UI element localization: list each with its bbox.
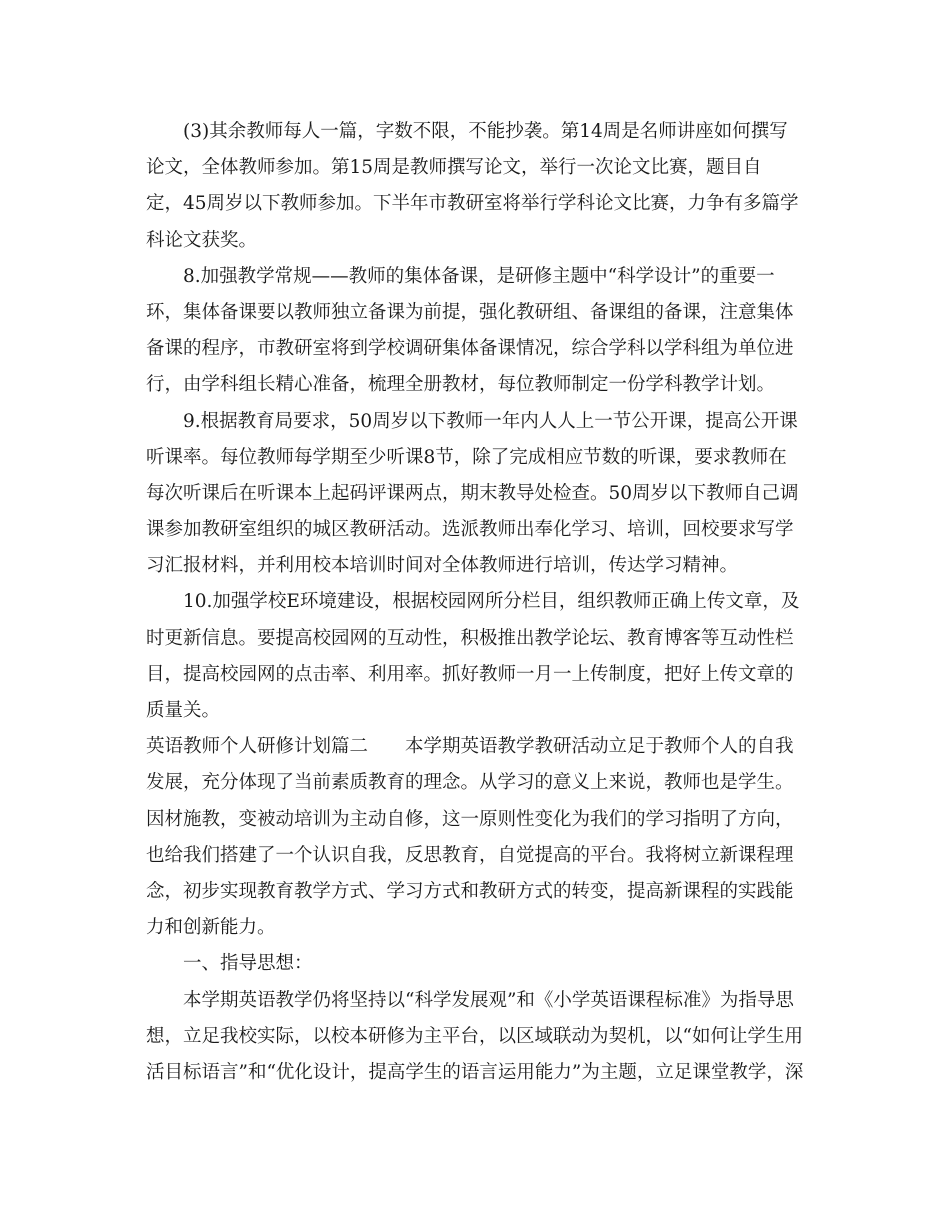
paragraph-plan-2-intro xyxy=(146,729,806,946)
text-line: 行，由学科组长精心准备，梳理全册教材，每位教师制定一份学科教学计划。 xyxy=(146,374,776,396)
text-line: (3)其余教师每人一篇，字数不限，不能抄袭。第14周是名师讲座如何撰写 xyxy=(146,121,788,142)
text-line: 每次听课后在听课本上起码评课两点，期末教导处检查。50周岁以下教师自己调 xyxy=(146,482,799,504)
text-line: 力和创新能力。 xyxy=(146,917,276,939)
text-line: 时更新信息。要提高校园网的互动性，积极推出教学论坛、教育博客等互动性栏 xyxy=(146,627,794,649)
text-line: 活目标语言”和“优化设计，提高学生的语言运用能力”为主题，立足课堂教学，深 xyxy=(146,1061,804,1083)
text-line: 听课率。每位教师每学期至少听课8节，除了完成相应节数的听课，要求教师在 xyxy=(146,446,787,468)
text-line: 8.加强教学常规——教师的集体备课，是研修主题中“科学设计”的重要一 xyxy=(146,265,775,287)
text-line: 定，45周岁以下教师参加。下半年市教研室将举行学科论文比赛，力争有多篇学 xyxy=(146,193,799,215)
text-line: 想，立足我校实际，以校本研修为主平台，以区域联动为契机，以“如何让学生用 xyxy=(146,1025,803,1047)
text-line: 也给我们搭建了一个认识自我，反思教育，自觉提高的平台。我将树立新课程理 xyxy=(146,844,794,866)
text-line: 习汇报材料，并利用校本培训时间对全体教师进行培训，传达学习精神。 xyxy=(146,555,739,577)
paragraph-item-10 xyxy=(146,584,806,729)
text-line: 课参加教研室组织的城区教研活动。选派教师出奉化学习、培训，回校要求写学 xyxy=(146,519,794,541)
text-line: 9.根据教育局要求，50周岁以下教师一年内人人上一节公开课，提高公开课 xyxy=(146,410,798,432)
paragraph-item-9 xyxy=(146,404,806,585)
paragraph-essay-requirement xyxy=(146,114,806,259)
text-line: 念，初步实现教育教学方式、学习方式和教研方式的转变，提高新课程的实践能 xyxy=(146,880,794,902)
text-line: 科论文获奖。 xyxy=(146,229,258,251)
text-line: 英语教师个人研修计划篇二 本学期英语教学教研活动立足于教师个人的自我 xyxy=(146,736,794,758)
text-line: 本学期英语教学仍将坚持以“科学发展观”和《小学英语课程标准》为指导思 xyxy=(146,989,794,1011)
text-line: 备课的程序，市教研室将到学校调研集体备课情况，综合学科以学科组为单位进 xyxy=(146,338,794,360)
text-line: 论文，全体教师参加。第15周是教师撰写论文，举行一次论文比赛，题目自 xyxy=(146,157,762,179)
text-line: 发展，充分体现了当前素质教育的理念。从学习的意义上来说，教师也是学生。 xyxy=(146,772,794,794)
paragraph-item-8 xyxy=(146,259,806,404)
section-heading-guiding-ideology xyxy=(146,946,806,982)
text-line: 目，提高校园网的点击率、利用率。抓好教师一月一上传制度，把好上传文章的 xyxy=(146,663,794,685)
text-line: 一、指导思想： xyxy=(146,953,313,975)
paragraph-guiding-ideology xyxy=(146,983,806,1092)
text-line: 10.加强学校E环境建设，根据校园网所分栏目，组织教师正确上传文章，及 xyxy=(146,591,800,613)
document-body xyxy=(146,114,806,1091)
text-line: 因材施教，变被动培训为主动自修，这一原则性变化为我们的学习指明了方向， xyxy=(146,808,794,830)
text-line: 质量关。 xyxy=(146,700,221,721)
text-line: 环，集体备课要以教师独立备课为前提，强化教研组、备课组的备课，注意集体 xyxy=(146,301,794,323)
